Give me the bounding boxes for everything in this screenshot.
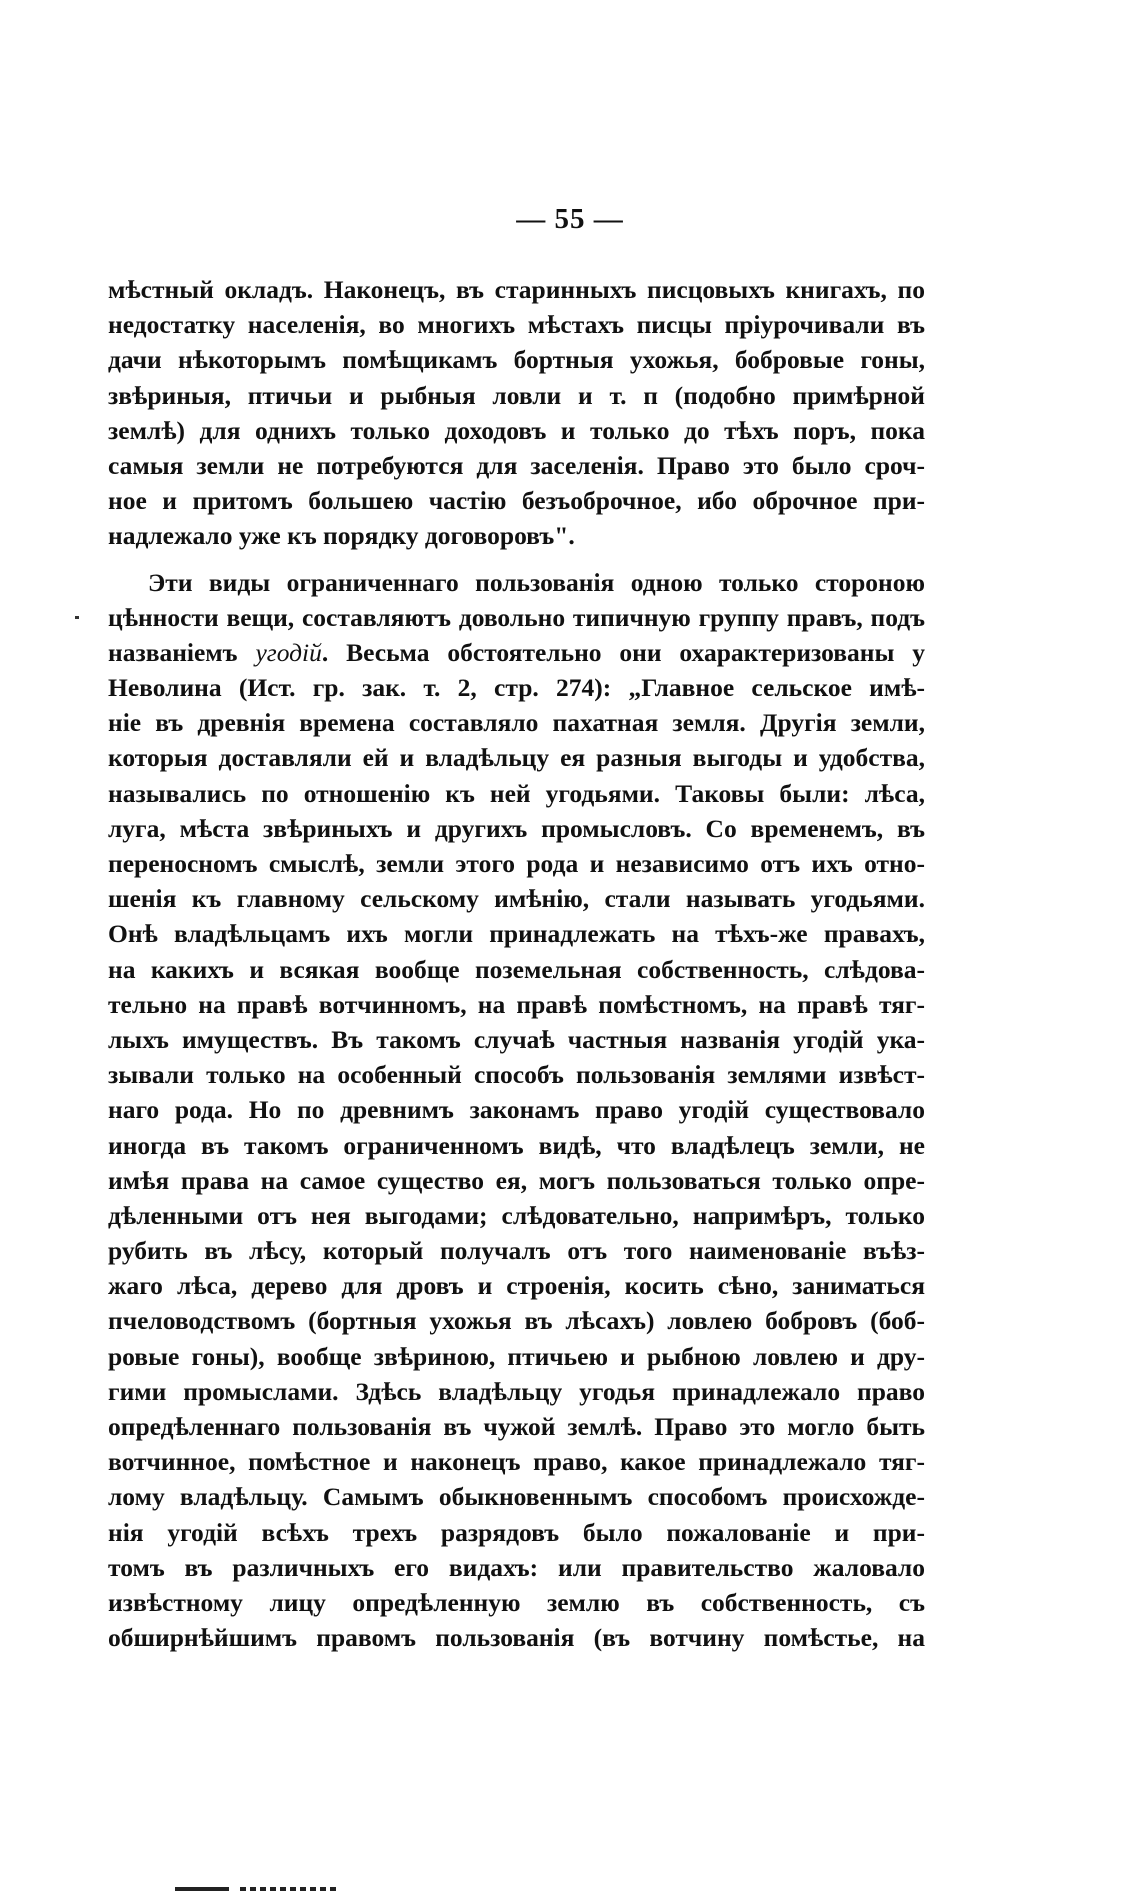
text-line: ніе въ древнія времена составляло пахатная земля. Другія земли, [108,708,925,738]
text-line: рубить въ лѣсу, который получалъ отъ того наименованіе въѣз- [108,1236,925,1266]
text-line: дачи нѣкоторымъ помѣщикамъ бортныя ухожья, бобровые гоны, [108,345,925,375]
scan-artifact-mark [175,1887,229,1891]
text-line: дѣленными отъ нея выгодами; слѣдовательно, напримѣръ, только [108,1200,925,1230]
text-line: наго рода. Но по древнимъ законамъ право угодій существовало [108,1095,925,1125]
text-line: луга, мѣста звѣриныхъ и другихъ промысловъ. Со временемъ, въ [108,813,925,843]
scan-artifact-mark [240,1887,340,1891]
text-line: пчеловодствомъ (бортныя ухожья въ лѣсахъ) ловлею бобровъ (боб- [108,1306,925,1336]
emphasized-term: угодій [255,637,322,667]
text-line: звѣриныя, птичьи и рыбныя ловли и т. п (подобно примѣрной [108,380,925,410]
text-line: вотчинное, помѣстное и наконецъ право, какое принадлежало тяг- [108,1447,925,1477]
text-line: имѣя права на самое существо ея, могъ пользоваться только опре- [108,1165,925,1195]
text-line: переносномъ смыслѣ, земли этого рода и независимо отъ ихъ отно- [108,849,925,878]
text-line: лыхъ имуществъ. Въ такомъ случаѣ частныя названія угодій ука- [108,1024,925,1054]
text-line: цѣнности вещи, составляютъ довольно типичную группу правъ, подъ [108,602,925,632]
text-line: нія угодій всѣхъ трехъ разрядовъ было пожалованіе и при- [108,1517,925,1547]
text-line: извѣстному лицу опредѣленную землю въ собственность, съ [108,1587,925,1617]
text-line: жаго лѣса, дерево для дровъ и строенія, косить сѣно, заниматься [108,1271,925,1301]
scan-speck [75,616,79,619]
text-line: надлежало уже къ порядку договоровъ". [108,521,575,551]
text-line: Неволина (Ист. гр. зак. т. 2, стр. 274): „Главное сельское имѣ- [108,673,925,703]
text-line: ровые гоны), вообще звѣриною, птичьею и рыбною ловлею и дру- [108,1341,925,1371]
text-line: зывали только на особенный способъ пользованія землями извѣст- [108,1060,925,1090]
text-line: обширнѣйшимъ правомъ пользованія (въ вотчину помѣстье, на [108,1623,925,1653]
page-number: — 55 — [516,203,624,235]
text-line: шенія къ главному сельскому имѣнію, стали называть угодьями. [108,884,925,914]
text-line: самыя земли не потребуются для заселенія. Право это было сроч- [108,450,925,480]
text-line: ное и притомъ большею частію безъоброчное, ибо оброчное при- [108,486,925,516]
text-line: недостатку населенія, во многихъ мѣстахъ писцы пріурочивали въ [108,310,925,340]
text-line: землѣ) для однихъ только доходовъ и только до тѣхъ поръ, пока [108,415,925,445]
text-line: мѣстный окладъ. Наконецъ, въ старинныхъ писцовыхъ книгахъ, по [108,275,925,304]
text-line: гими промыслами. Здѣсь владѣльцу угодья принадлежало право [108,1376,925,1406]
text-line: названіемъ угодій. Весьма обстоятельно они охарактеризованы у [108,637,925,667]
body-text [108,272,925,1655]
text-line: назывались по отношенію къ ней угодьями. Таковы были: лѣса, [108,778,925,808]
text-line: Онѣ владѣльцамъ ихъ могли принадлежать на тѣхъ-же правахъ, [108,919,925,949]
text-line: тельно на правѣ вотчинномъ, на правѣ помѣстномъ, на правѣ тяг- [108,989,925,1019]
text-line: лому владѣльцу. Самымъ обыкновеннымъ способомъ происхожде- [108,1482,925,1512]
paragraph-start-line: Эти виды ограниченнаго пользованія одною только стороною [148,567,925,597]
text-line: на какихъ и всякая вообще поземельная собственность, слѣдова- [108,954,925,984]
text-line: иногда въ такомъ ограниченномъ видѣ, что владѣлецъ земли, не [108,1130,925,1160]
text-line: опредѣленнаго пользованія въ чужой землѣ. Право это могло быть [108,1412,925,1441]
text-line: томъ въ различныхъ его видахъ: или правительство жаловало [108,1552,925,1582]
text-line: которыя доставляли ей и владѣльцу ея разныя выгоды и удобства, [108,743,925,773]
